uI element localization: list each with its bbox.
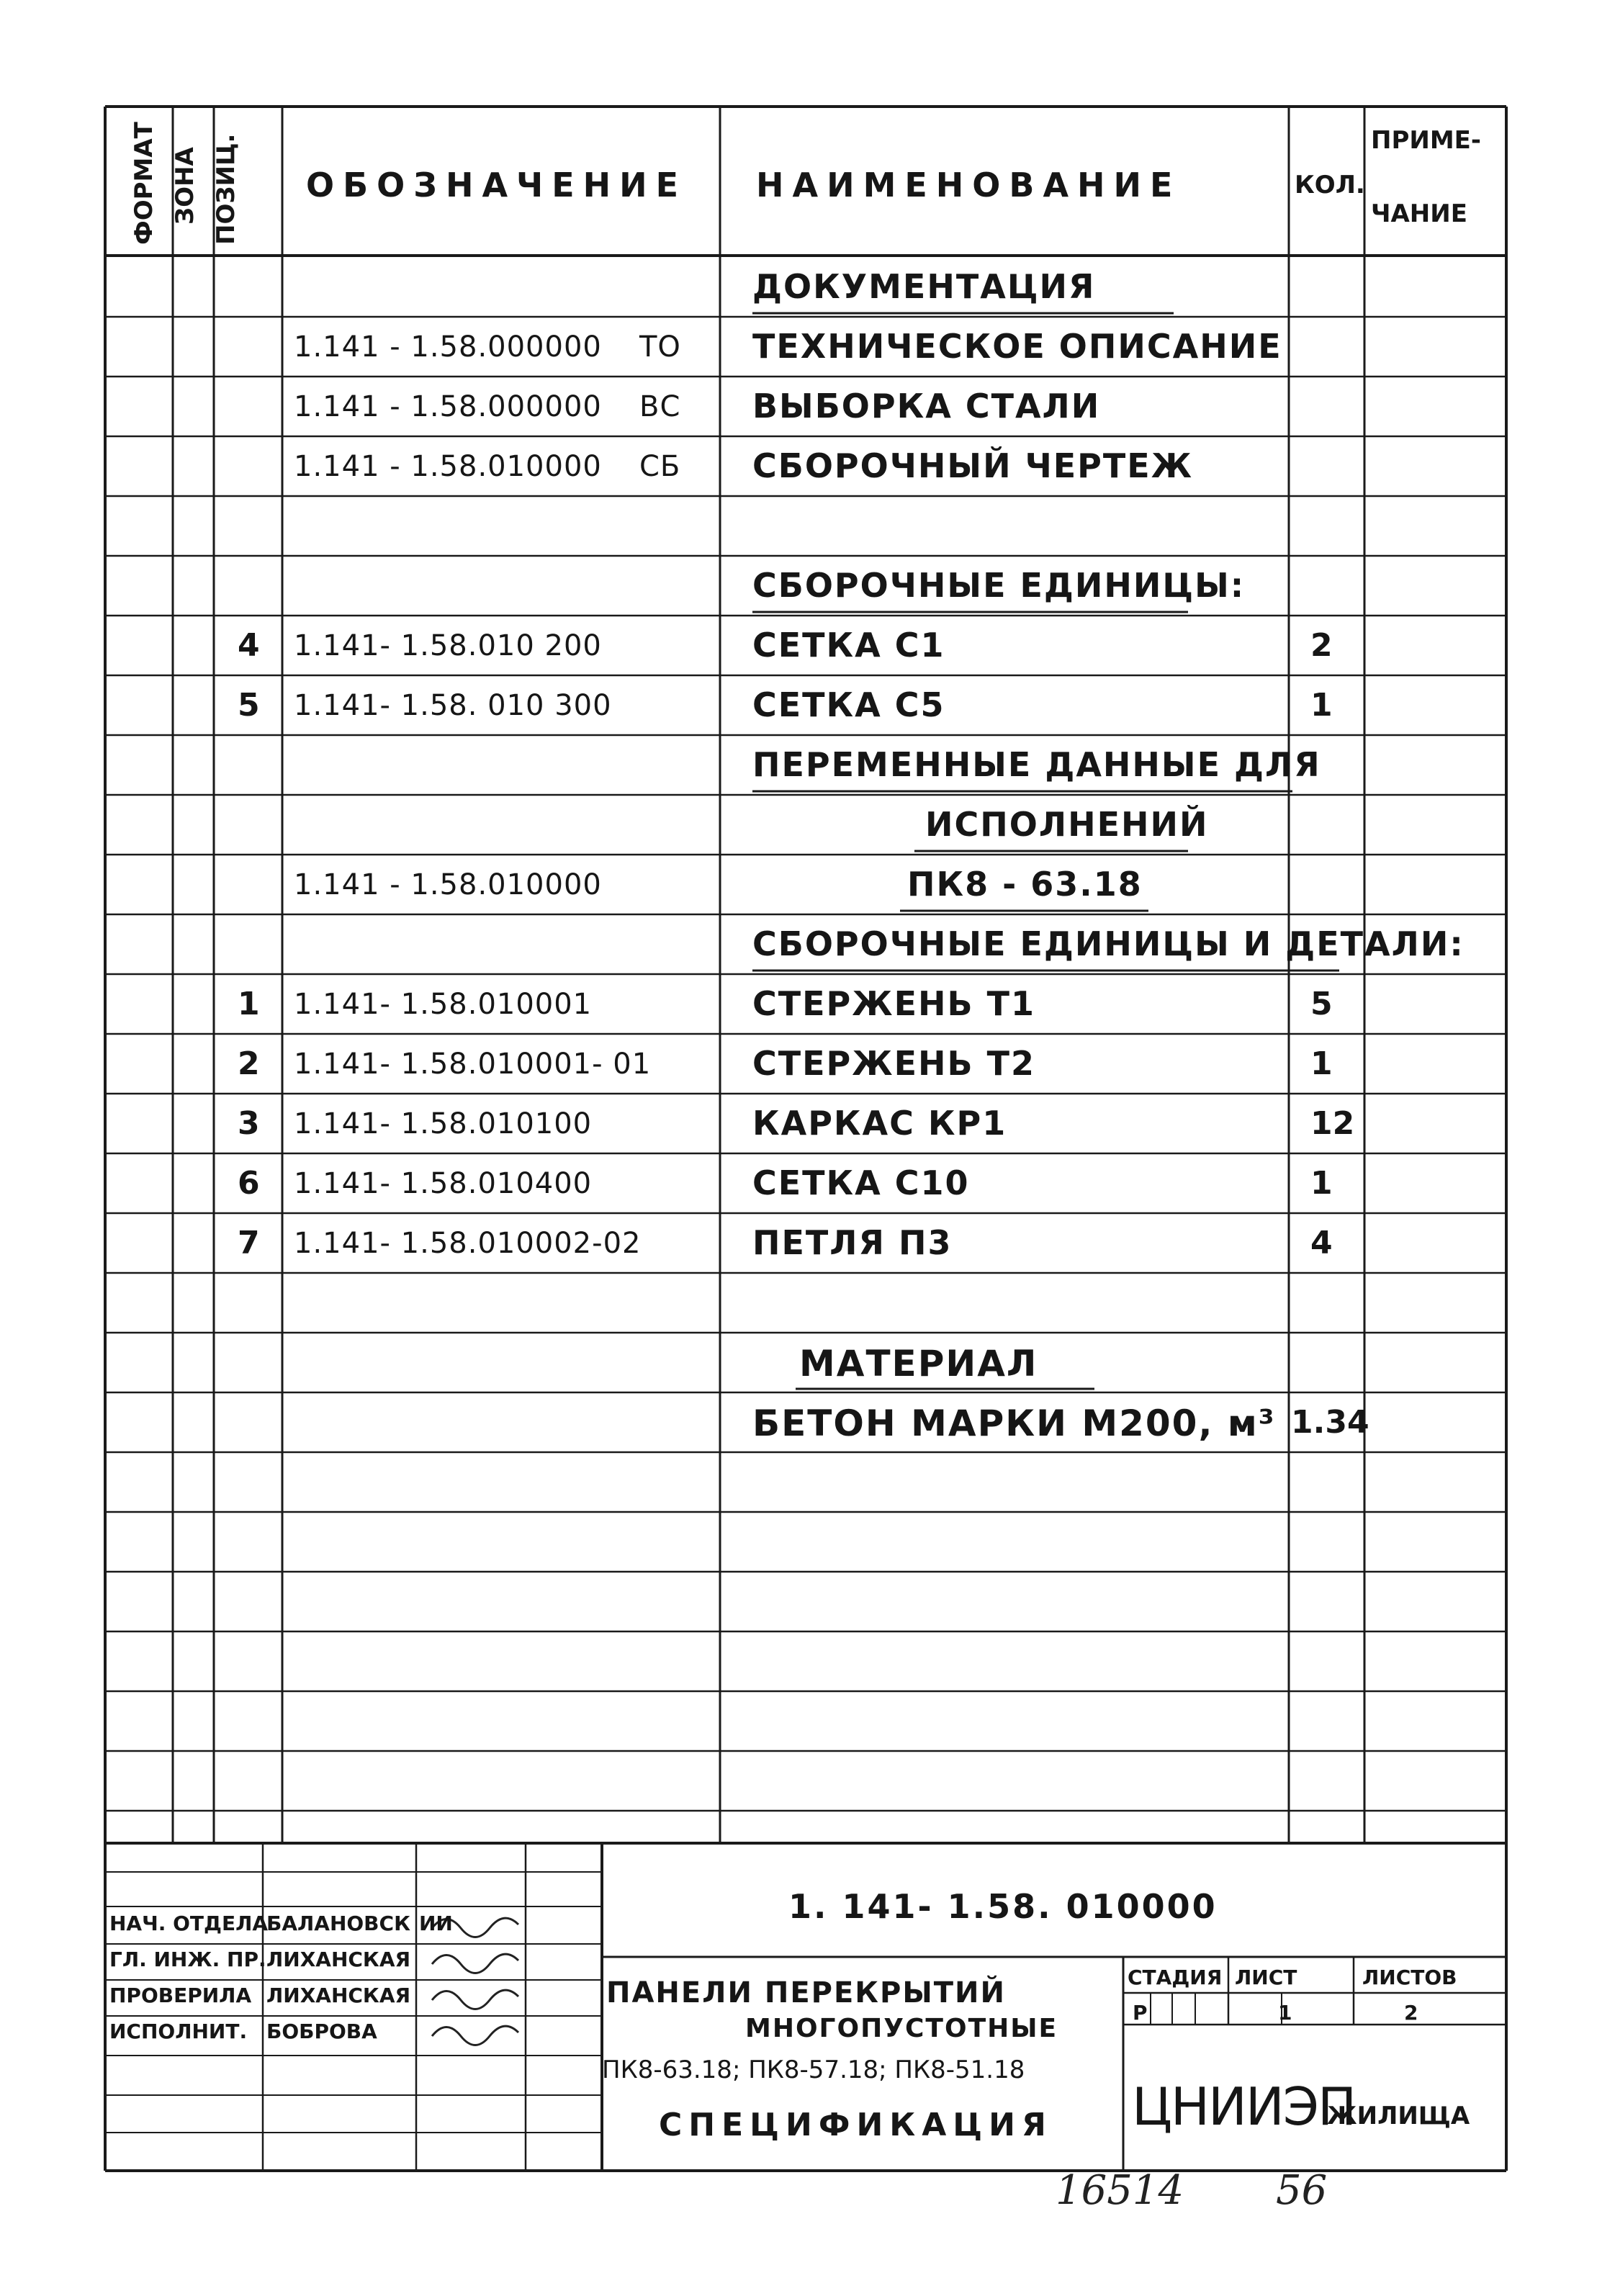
cell-name: СБОРОЧНЫЕ ЕДИНИЦЫ И ДЕТАЛИ: — [752, 924, 1465, 963]
cell-name: ПЕТЛЯ П3 — [752, 1223, 953, 1262]
cell-name: КАРКАС КР1 — [752, 1104, 1007, 1143]
cell-designation: 1.141- 1.58.010400 — [294, 1167, 593, 1200]
header-note-line2: ЧАНИЕ — [1371, 199, 1467, 228]
sheet-value: 1 — [1278, 2001, 1292, 2025]
signature-mark — [432, 1990, 518, 2009]
cell-position: 4 — [238, 627, 260, 664]
handwritten-page: 56 — [1276, 2167, 1328, 2214]
signature-initials: ИИ — [419, 1912, 453, 1935]
cell-qty: 1 — [1310, 1045, 1333, 1082]
cell-designation: 1.141 - 1.58.010000 — [294, 868, 602, 901]
person-name: БАЛАНОВСК — [266, 1912, 410, 1935]
cell-position: 5 — [238, 687, 260, 724]
cell-qty: 4 — [1310, 1225, 1333, 1261]
role-label: ИСПОЛНИТ. — [109, 2020, 248, 2043]
role-label: ПРОВЕРИЛА — [109, 1984, 252, 2007]
title-line-2: МНОГОПУСТОТНЫЕ — [745, 2014, 1058, 2043]
cell-name: СБОРОЧНЫЙ ЧЕРТЕЖ — [752, 446, 1194, 485]
cell-position: 1 — [238, 986, 260, 1022]
header-note-line1: ПРИМЕ- — [1371, 126, 1481, 155]
signature-mark — [432, 2026, 518, 2045]
header-position: ПОЗИЦ. — [212, 133, 240, 245]
cell-name: ИСПОЛНЕНИЙ — [925, 805, 1209, 844]
title-line-1: ПАНЕЛИ ПЕРЕКРЫТИЙ — [606, 1976, 1006, 2009]
cell-qty: 1.34 — [1291, 1404, 1369, 1441]
cell-designation: 1.141 - 1.58.000000 — [294, 330, 602, 364]
handwritten-number: 16514 — [1056, 2167, 1184, 2214]
cell-name: ТЕХНИЧЕСКОЕ ОПИСАНИЕ — [752, 327, 1282, 366]
cell-name: ВЫБОРКА СТАЛИ — [752, 387, 1101, 426]
cell-qty: 2 — [1310, 627, 1333, 664]
cell-suffix: СБ — [639, 450, 681, 483]
cell-name: СБОРОЧНЫЕ ЕДИНИЦЫ: — [752, 566, 1246, 605]
cell-designation: 1.141 - 1.58.010000 — [294, 450, 602, 483]
cell-position: 7 — [238, 1225, 260, 1261]
title-line-3: ПК8-63.18; ПК8-57.18; ПК8-51.18 — [602, 2056, 1025, 2084]
cell-name: СЕТКА С1 — [752, 626, 945, 665]
sheets-label: ЛИСТОВ — [1362, 1966, 1457, 1989]
role-label: НАЧ. ОТДЕЛА — [109, 1912, 269, 1935]
sheets-value: 2 — [1404, 2001, 1418, 2025]
stage-value: Р — [1133, 2001, 1148, 2025]
role-label: ГЛ. ИНЖ. ПР. — [109, 1948, 266, 1971]
cell-suffix: ВС — [639, 390, 681, 423]
cell-name: СТЕРЖЕНЬ Т2 — [752, 1044, 1035, 1083]
cell-position: 3 — [238, 1105, 260, 1142]
header-name: НАИМЕНОВАНИЕ — [756, 166, 1182, 204]
stage-label: СТАДИЯ — [1128, 1966, 1223, 1989]
cell-qty: 1 — [1310, 687, 1333, 724]
cell-name: ДОКУМЕНТАЦИЯ — [752, 267, 1096, 306]
cell-name: ПК8 - 63.18 — [907, 865, 1143, 904]
header-format: ФОРМАТ — [130, 122, 158, 245]
header-zone: ЗОНА — [171, 147, 199, 225]
signature-mark — [432, 1954, 518, 1973]
cell-designation: 1.141- 1.58.010001 — [294, 988, 593, 1021]
person-name: ЛИХАНСКАЯ — [266, 1948, 411, 1971]
org-subtitle: ЖИЛИЩА — [1327, 2102, 1470, 2130]
doc-code: 1. 141- 1.58. 010000 — [788, 1887, 1218, 1926]
person-name: ЛИХАНСКАЯ — [266, 1984, 411, 2007]
title-line-4: СПЕЦИФИКАЦИЯ — [659, 2107, 1053, 2143]
cell-designation: 1.141- 1.58.010001- 01 — [294, 1048, 652, 1081]
cell-name: БЕТОН МАРКИ М200, м³ — [752, 1403, 1276, 1444]
cell-name: СТЕРЖЕНЬ Т1 — [752, 984, 1035, 1023]
cell-designation: 1.141- 1.58.010002-02 — [294, 1227, 642, 1260]
cell-name: МАТЕРИАЛ — [799, 1343, 1038, 1385]
cell-name: СЕТКА С5 — [752, 685, 945, 724]
org-name: ЦНИИЭП — [1132, 2076, 1356, 2137]
cell-designation: 1.141- 1.58. 010 300 — [294, 689, 612, 722]
cell-designation: 1.141 - 1.58.000000 — [294, 390, 602, 423]
header-qty: КОЛ. — [1295, 171, 1365, 199]
cell-name: ПЕРЕМЕННЫЕ ДАННЫЕ ДЛЯ — [752, 745, 1321, 784]
sheet-label: ЛИСТ — [1235, 1966, 1297, 1989]
cell-designation: 1.141- 1.58.010100 — [294, 1107, 593, 1140]
cell-position: 6 — [238, 1165, 260, 1202]
cell-position: 2 — [238, 1045, 260, 1082]
cell-name: СЕТКА С10 — [752, 1163, 970, 1202]
cell-qty: 12 — [1310, 1105, 1355, 1142]
cell-suffix: ТО — [639, 330, 681, 364]
cell-qty: 5 — [1310, 986, 1333, 1022]
cell-qty: 1 — [1310, 1165, 1333, 1202]
header-designation: ОБОЗНАЧЕНИЕ — [306, 166, 688, 204]
person-name: БОБРОВА — [266, 2020, 377, 2043]
cell-designation: 1.141- 1.58.010 200 — [294, 629, 602, 662]
